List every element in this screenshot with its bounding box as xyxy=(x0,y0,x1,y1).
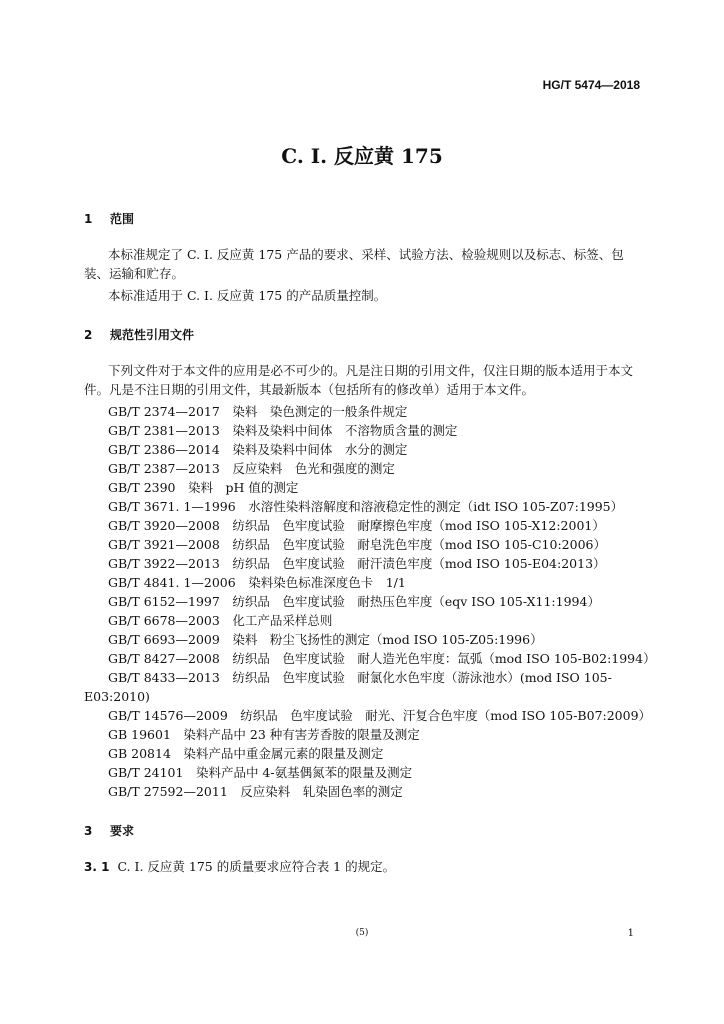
section-1-title: 范围 xyxy=(110,212,135,226)
section-2-number: 2 xyxy=(84,328,93,342)
reference-item: GB/T 2387—2013 反应染料 色光和强度的测定 xyxy=(108,461,395,476)
section-3-heading xyxy=(84,822,134,839)
section-1-heading xyxy=(84,210,134,227)
clause-number: 3. 1 xyxy=(84,860,110,874)
reference-item: GB/T 3921—2008 纺织品 色牢度试验 耐皂洗色牢度（mod ISO 105-C10:2006） xyxy=(108,537,606,552)
reference-item: GB/T 4841. 1—2006 染料染色标准深度色卡 1/1 xyxy=(108,575,406,590)
reference-item: GB/T 3920—2008 纺织品 色牢度试验 耐摩擦色牢度（mod ISO 105-X12:2001） xyxy=(108,518,605,533)
reference-item: GB/T 2381—2013 染料及染料中间体 不溶物质含量的测定 xyxy=(108,423,458,438)
reference-item: GB 20814 染料产品中重金属元素的限量及测定 xyxy=(108,746,384,761)
section-3-title: 要求 xyxy=(110,824,135,838)
section-1-paragraph-2: 本标准适用于 C. I. 反应黄 175 的产品质量控制。 xyxy=(108,288,387,303)
section-1-number: 1 xyxy=(84,212,93,226)
reference-item: GB/T 2374—2017 染料 染色测定的一般条件规定 xyxy=(108,404,408,419)
section-3-number: 3 xyxy=(84,824,93,838)
reference-item: GB/T 2390 染料 pH 值的测定 xyxy=(108,480,299,495)
section-2-heading xyxy=(84,326,194,343)
footer-marker: (5) xyxy=(355,928,369,938)
page-title: C. I. 反应黄 175 xyxy=(281,144,443,168)
section-2-intro: 下列文件对于本文件的应用是必不可少的。凡是注日期的引用文件，仅注日期的版本适用于本文件。凡是不注日期的引用文件，其最新版本（包括所有的修改单）适用于本文件。 xyxy=(84,363,634,397)
reference-item: GB/T 6678—2003 化工产品采样总则 xyxy=(108,613,333,628)
section-1-paragraph-1: 本标准规定了 C. I. 反应黄 175 产品的要求、采样、试验方法、检验规则以及标志、标签、包装、运输和贮存。 xyxy=(84,247,624,281)
reference-item: GB/T 3671. 1—1996 水溶性染料溶解度和溶液稳定性的测定（idt ISO 105-Z07:1995） xyxy=(108,499,624,514)
reference-item: GB/T 3922—2013 纺织品 色牢度试验 耐汗渍色牢度（mod ISO 105-E04:2013） xyxy=(108,556,606,571)
page-number: 1 xyxy=(627,928,634,939)
section-2-title: 规范性引用文件 xyxy=(110,328,195,342)
reference-item-wrapped: GB/T 8433—2013 纺织品 色牢度试验 耐氯化水色牢度（游泳池水）(mod ISO 105-E03:2010) xyxy=(84,670,612,704)
document-code: HG/T 5474—2018 xyxy=(542,78,640,92)
reference-item: GB 19601 染料产品中 23 种有害芳香胺的限量及测定 xyxy=(108,727,420,742)
clause-3-1 xyxy=(84,857,395,875)
reference-item: GB/T 6693—2009 染料 粉尘飞扬性的测定（mod ISO 105-Z05:1996） xyxy=(108,632,543,647)
reference-item: GB/T 8427—2008 纺织品 色牢度试验 耐人造光色牢度：氙弧（mod ISO 105-B02:1994） xyxy=(108,651,656,666)
reference-item: GB/T 6152—1997 纺织品 色牢度试验 耐热压色牢度（eqv ISO 105-X11:1994） xyxy=(108,594,600,609)
reference-item: GB/T 24101 染料产品中 4-氨基偶氮苯的限量及测定 xyxy=(108,765,413,780)
reference-item: GB/T 14576—2009 纺织品 色牢度试验 耐光、汗复合色牢度（mod ISO 105-B07:2009） xyxy=(108,708,652,723)
clause-text: C. I. 反应黄 175 的质量要求应符合表 1 的规定。 xyxy=(117,859,396,874)
reference-item: GB/T 27592—2011 反应染料 轧染固色率的测定 xyxy=(108,784,403,799)
reference-item: GB/T 2386—2014 染料及染料中间体 水分的测定 xyxy=(108,442,408,457)
